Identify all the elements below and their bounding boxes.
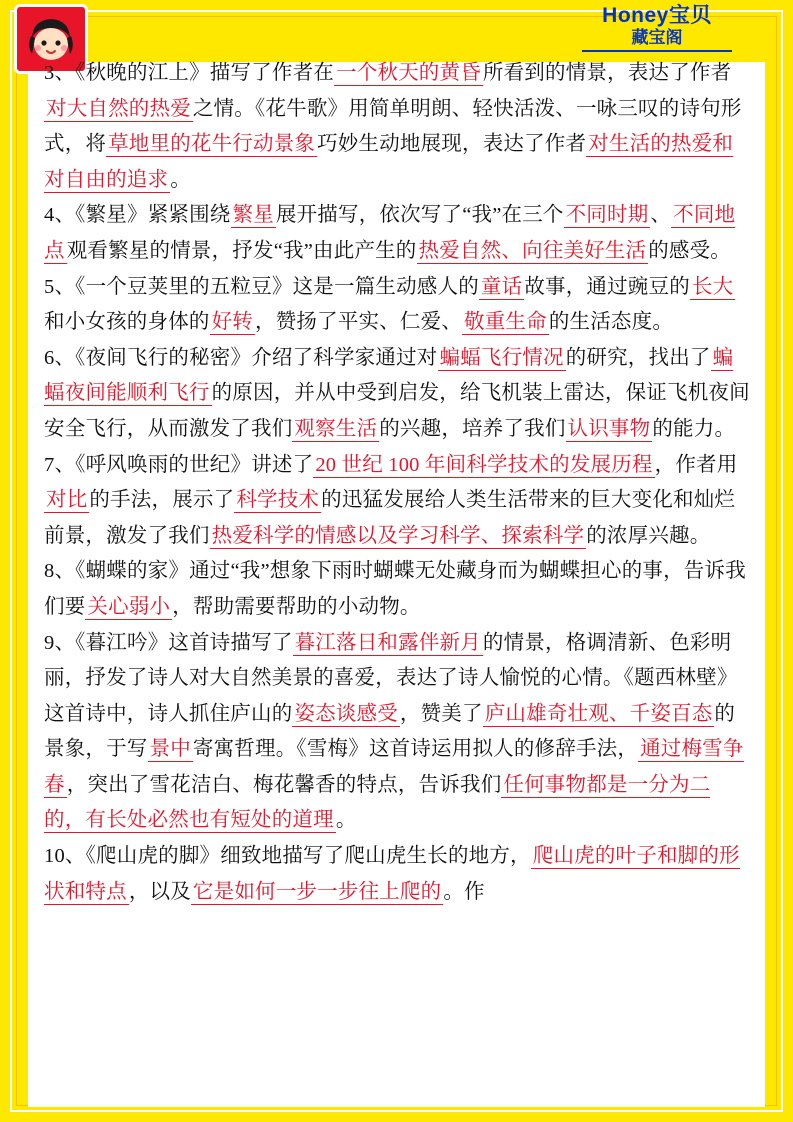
answer-blank: 任何事物都是一分为二的，有长处必然也有短处的道理 xyxy=(44,773,711,832)
answer-blank: 不同时期 xyxy=(565,204,649,227)
answer-blank: 好转 xyxy=(211,311,254,334)
brand-line-1 xyxy=(547,4,767,28)
question-text: ，赞美了 xyxy=(399,702,483,725)
brand-logo xyxy=(547,4,767,52)
answer-blank: 20 世纪 100 年间科学技术的发展历程 xyxy=(315,453,653,476)
question-paragraph xyxy=(44,839,750,910)
question-text: 。作 xyxy=(443,880,485,903)
answer-blank: 暮江落日和露伴新月 xyxy=(294,631,481,654)
question-text: 3、《秋晚的江上》描写了作者在 xyxy=(44,62,334,84)
brand-line-2: 藏宝阁 xyxy=(631,28,683,47)
answer-blank: 爬山虎的叶子和脚的形状和特点 xyxy=(44,845,740,903)
question-paragraph xyxy=(44,448,750,555)
question-text: ，突出了雪花洁白、梅花馨香的特点，告诉我们 xyxy=(66,773,502,796)
answer-blank: 繁星 xyxy=(232,204,274,227)
question-text: 的感受。 xyxy=(648,239,732,262)
answer-blank: 对大自然的热爱 xyxy=(46,97,191,120)
question-text: 、 xyxy=(650,204,672,227)
question-paragraph xyxy=(44,270,750,341)
question-text: 所看到的情景，表达了作者 xyxy=(482,62,732,84)
answer-blank: 热爱自然、向往美好生活 xyxy=(418,239,647,262)
answer-blank: 景中 xyxy=(149,738,191,761)
question-text: 的研究，找出了 xyxy=(565,346,711,369)
answer-blank: 不同地点 xyxy=(44,204,736,262)
answer-blank: 热爱科学的情感以及学习科学、探索科学 xyxy=(211,524,585,547)
question-paragraph xyxy=(44,198,750,269)
question-paragraph xyxy=(44,341,750,448)
question-text: 的景象，于写 xyxy=(44,702,736,761)
question-paragraph xyxy=(44,554,750,625)
question-text: 的生活态度。 xyxy=(548,311,674,334)
question-text: 巧妙生动地展现，表达了作者 xyxy=(317,133,587,156)
question-text: 5、《一个豆荚里的五粒豆》这是一篇生动感人的 xyxy=(44,275,479,298)
question-text: 寄寓哲理。《雪梅》这首诗运用拟人的修辞手法， xyxy=(192,738,639,761)
answer-blank: 它是如何一步一步往上爬的 xyxy=(192,880,442,903)
answer-blank: 通过梅雪争春 xyxy=(44,738,744,796)
answer-blank: 童话 xyxy=(480,275,523,298)
question-text: 9、《暮江吟》这首诗描写了 xyxy=(44,631,293,654)
question-text: 4、《繁星》紧紧围绕 xyxy=(44,204,231,227)
question-text: ，以及 xyxy=(128,880,191,903)
question-text: 6、《夜间飞行的秘密》介绍了科学家通过对 xyxy=(44,346,438,369)
question-text: ，作者用 xyxy=(654,453,738,476)
question-text: 的迅猛发展给人类生活带来的巨大变化和灿烂前景，激发了我们 xyxy=(44,489,736,547)
answer-blank: 蝙蝠飞行情况 xyxy=(439,346,564,369)
brand-underline xyxy=(582,50,732,52)
answer-blank: 观察生活 xyxy=(294,417,378,440)
question-text: 7、《呼风唤雨的世纪》讲述了 xyxy=(44,453,314,476)
answer-blank: 科学技术 xyxy=(236,489,320,512)
question-text: 之情。《花牛歌》用简单明朗、轻快活泼、一咏三叹的诗句形式，将 xyxy=(44,97,742,156)
question-text: 8、《蝴蝶的家》通过“我”想象下雨时蝴蝶无处藏身而为蝴蝶担心的事，告诉我们要 xyxy=(44,560,746,618)
brand-name-en: Honey xyxy=(602,4,669,27)
question-text: 的原因，并从中受到启发，给飞机装上雷达，保证飞机夜间安全飞行，从而激发了我们 xyxy=(44,382,750,440)
worksheet-body xyxy=(44,56,750,910)
question-text: 10、《爬山虎的脚》细致地描写了爬山虎生长的地方， xyxy=(44,845,531,868)
question-text: ，帮助需要帮助的小动物。 xyxy=(172,595,421,618)
question-text: 的能力。 xyxy=(652,417,736,440)
question-text: 故事，通过豌豆的 xyxy=(524,275,690,298)
answer-blank: 庐山雄奇壮观、千姿百态 xyxy=(484,702,713,725)
answer-blank: 对生活的热爱和对自由的追求 xyxy=(44,133,734,191)
answer-blank: 草地里的花牛行动景象 xyxy=(108,133,316,156)
question-text: 展开描写，依次写了“我”在三个 xyxy=(275,204,564,227)
answer-blank: 姿态谈感受 xyxy=(294,702,398,725)
page-header xyxy=(0,0,793,62)
answer-blank: 蝙蝠夜间能顺利飞行 xyxy=(44,346,734,405)
question-text: 。 xyxy=(335,809,357,832)
answer-blank: 长大 xyxy=(691,275,734,298)
question-paragraph xyxy=(44,56,750,198)
question-text: 的情景，格调清新、色彩明丽，抒发了诗人对大自然美景的喜爱，表达了诗人愉悦的心情。《题西林壁》这首诗中，诗人抓住庐山的 xyxy=(44,631,738,725)
question-text: 的浓厚兴趣。 xyxy=(586,524,711,547)
answer-blank: 对比 xyxy=(46,489,88,512)
question-text: 。 xyxy=(170,168,191,191)
question-text: 和小女孩的身体的 xyxy=(44,311,210,334)
answer-blank: 关心弱小 xyxy=(87,595,171,618)
question-text: 观看繁星的情景，抒发“我”由此产生的 xyxy=(66,239,417,262)
question-paragraph xyxy=(44,626,750,840)
answer-blank: 一个秋天的黄昏 xyxy=(336,62,481,84)
question-text: ，赞扬了平实、仁爱、 xyxy=(255,311,463,334)
answer-blank: 认识事物 xyxy=(567,417,651,440)
question-text: 的兴趣，培养了我们 xyxy=(379,417,566,440)
answer-blank: 敬重生命 xyxy=(464,311,547,334)
question-text: 的手法，展示了 xyxy=(89,489,235,512)
brand-name-cn: 宝贝 xyxy=(668,4,712,27)
